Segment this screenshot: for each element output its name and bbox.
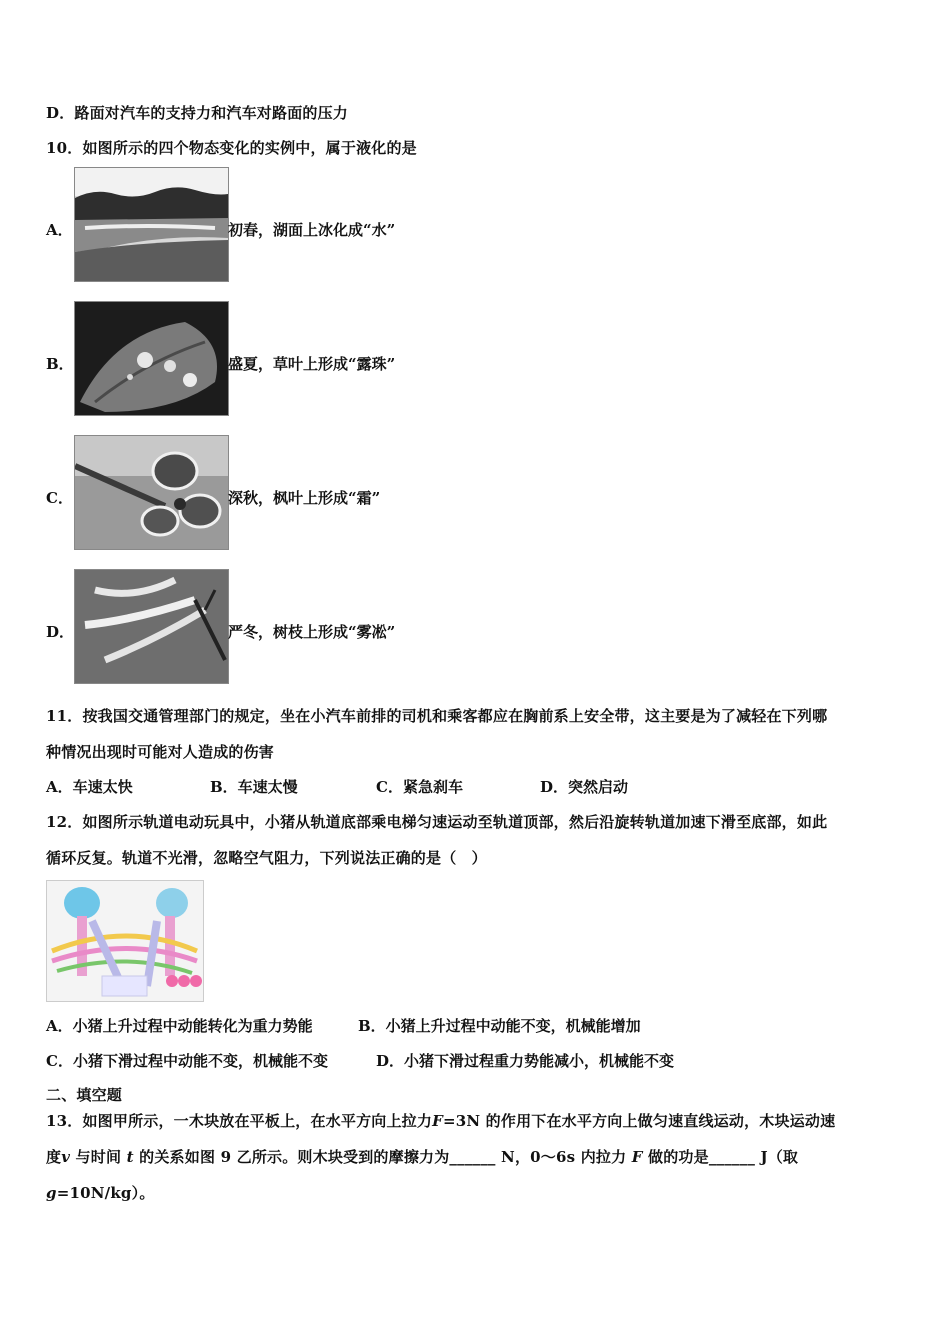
q11-option-c: C．紧急刹车	[376, 778, 463, 796]
q13-line1: 13．如图甲所示，一木块放在平板上，在水平方向上拉力F=3N 的作用下在水平方向上做匀速直线运动，木块运动速	[46, 1112, 836, 1130]
q11-stem-line2: 种情况出现时可能对人造成的伤害	[46, 743, 275, 761]
q10-option-b-letter: B．	[46, 355, 74, 373]
q11-option-b: B．车速太慢	[210, 778, 298, 796]
q9-option-d: D．路面对汽车的支持力和汽车对路面的压力	[46, 104, 349, 122]
frost-leaf-photo	[74, 435, 229, 550]
q10-option-a-letter: A．	[46, 221, 73, 239]
section-title: 二、填空题	[46, 1086, 123, 1104]
dew-leaf-photo	[74, 301, 229, 416]
q10-stem: 10．如图所示的四个物态变化的实例中，属于液化的是	[46, 139, 417, 157]
q10-option-d-text: 严冬，树枝上形成“雾凇”	[228, 623, 396, 641]
q10-option-b-text: 盛夏，草叶上形成“露珠”	[228, 355, 396, 373]
q10-option-a-text: 初春，湖面上冰化成“水”	[228, 221, 396, 239]
toy-track-photo	[46, 880, 204, 1002]
rime-branch-photo	[74, 569, 229, 684]
q12-option-c: C．小猪下滑过程中动能不变，机械能不变	[46, 1052, 328, 1070]
q12-option-b: B．小猪上升过程中动能不变，机械能增加	[358, 1017, 641, 1035]
q13-line3: g=10N/kg）。	[46, 1184, 155, 1202]
q13-line2: 度v 与时间 t 的关系如图 9 乙所示。则木块受到的摩擦力为______ N，0～6s 内拉力 F 做的功是______ J（取	[46, 1148, 799, 1166]
q11-stem-line1: 11．按我国交通管理部门的规定，坐在小汽车前排的司机和乘客都应在胸前系上安全带，这主要是为了减轻在下列哪	[46, 707, 828, 725]
q12-option-d: D．小猪下滑过程重力势能减小，机械能不变	[376, 1052, 675, 1070]
q12-stem-line2: 循环反复。轨道不光滑，忽略空气阻力，下列说法正确的是（ ）	[46, 849, 487, 867]
q10-option-c-letter: C．	[46, 489, 73, 507]
lake-photo	[74, 167, 229, 282]
q10-option-c-text: 深秋，枫叶上形成“霜”	[228, 489, 381, 507]
q10-option-d-letter: D．	[46, 623, 75, 641]
q12-stem-line1: 12．如图所示轨道电动玩具中，小猪从轨道底部乘电梯匀速运动至轨道顶部，然后沿旋转轨道加速下滑至底部，如此	[46, 813, 828, 831]
q12-option-a: A．小猪上升过程中动能转化为重力势能	[46, 1017, 313, 1035]
q11-option-d: D．突然启动	[540, 778, 629, 796]
q11-option-a: A．车速太快	[46, 778, 133, 796]
